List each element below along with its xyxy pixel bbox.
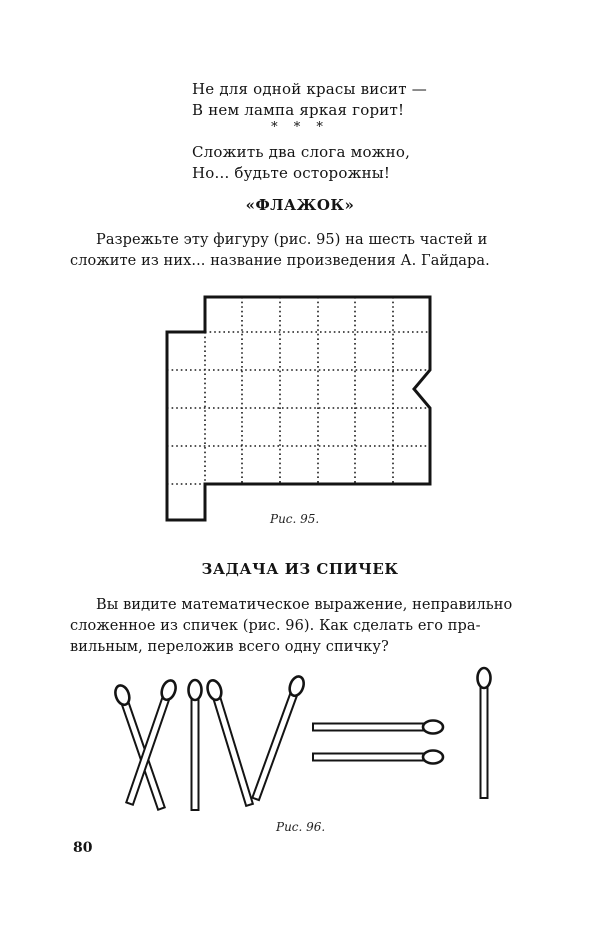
figure-96-caption: Рис. 96. [276, 820, 326, 834]
matches-task-line1: Вы видите математическое выражение, неправильно [96, 597, 513, 613]
verse-separator: * * * [271, 120, 329, 135]
poem1-line2: В нем лампа яркая горит! [192, 101, 405, 119]
match-v-left [205, 679, 255, 807]
match-x-left [113, 684, 168, 811]
section-title-matches: ЗАДАЧА ИЗ СПИЧЕК [201, 560, 399, 578]
poem1-line1: Не для одной красы висит — [192, 80, 427, 98]
poem2-line2: Но... будьте осторожны! [192, 164, 391, 182]
matches-task-line2: сложенное из спичек (рис. 96). Как сделать его пра- [70, 618, 481, 634]
section-title-flag: «ФЛАЖОК» [245, 196, 355, 214]
match-equals-bottom [313, 751, 443, 764]
match-i [189, 680, 202, 810]
match-equals-top [313, 721, 443, 734]
flag-task-line1: Разрежьте эту фигуру (рис. 95) на шесть частей и [96, 232, 488, 248]
match-result-i [478, 668, 491, 798]
flag-task-line2: сложите из них... название произведения А. Гайдара. [70, 253, 490, 269]
matches-task-line3: вильным, переложив всего одну спичку? [70, 639, 389, 655]
page-number: 80 [73, 840, 93, 856]
poem2-line1: Сложить два слога можно, [192, 143, 411, 161]
figure-95-caption: Рис. 95. [270, 512, 320, 526]
match-v-right [250, 675, 307, 802]
